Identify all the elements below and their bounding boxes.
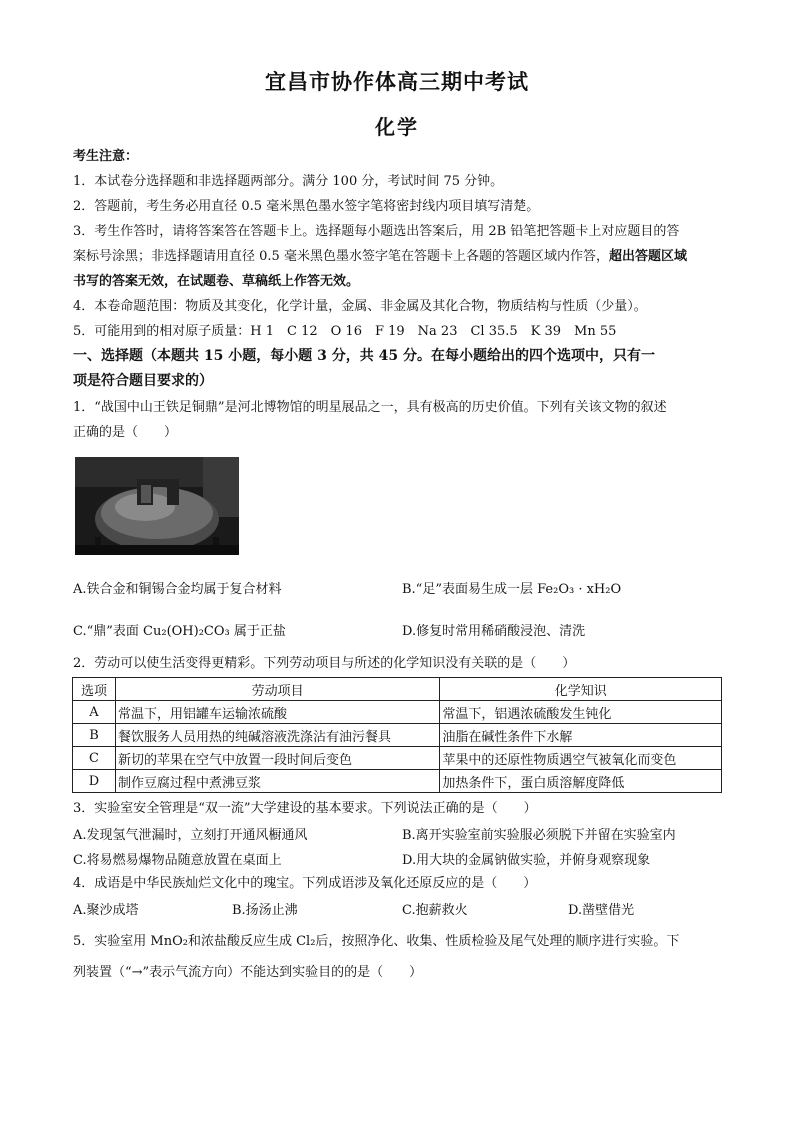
table-row [73, 747, 722, 770]
q1-stem-line2: 正确的是（ ） [73, 425, 178, 440]
q4-option-b: B.扬汤止沸 [232, 903, 298, 918]
exam-title: 宜昌市协作体高三期中考试 [265, 69, 529, 94]
table-cell-labor: 餐饮服务人员用热的纯碱溶液洗涤沾有油污餐具 [115, 724, 439, 747]
q3-option-d: D.用大块的金属钠做实验，并俯身观察现象 [402, 853, 651, 868]
table-cell-knowledge: 苹果中的还原性物质遇空气被氧化而变色 [440, 747, 722, 770]
q1-option-c-tail: 属于正盐 [229, 624, 286, 639]
q4-stem: 4．成语是中华民族灿烂文化中的瑰宝。下列成语涉及氧化还原反应的是（ ） [73, 876, 537, 891]
q1-option-d: D.修复时常用稀硝酸浸泡、清洗 [402, 624, 586, 639]
notice-item-1: 1．本试卷分选择题和非选择题两部分。满分 100 分，考试时间 75 分钟。 [73, 174, 504, 189]
table-cell-knowledge: 常温下，铝遇浓硫酸发生钝化 [440, 701, 722, 724]
notice-item-3-cont [73, 247, 725, 266]
table-cell-option: C [73, 747, 116, 770]
notice-item-3-end: 书写的答案无效，在试题卷、草稿纸上作答无效。 [73, 274, 360, 289]
table-cell-option: D [73, 770, 116, 793]
table-row [73, 770, 722, 793]
table-cell-knowledge: 加热条件下，蛋白质溶解度降低 [440, 770, 722, 793]
q1-option-b-text: B.“足”表面易生成一层 [402, 582, 538, 597]
q5-stem-line1: 5．实验室用 MnO₂和浓盐酸反应生成 Cl₂后，按照净化、收集、性质检验及尾气处理的顺序进行实验。下 [73, 934, 680, 949]
q3-option-c: C.将易燃易爆物品随意放置在桌面上 [73, 853, 282, 868]
q1-option-b-formula: Fe₂O₃ · xH₂O [537, 582, 622, 597]
q3-option-b: B.离开实验室前实验服必须脱下并留在实验室内 [402, 828, 676, 843]
q4-option-a: A.聚沙成塔 [73, 903, 139, 918]
notice-item-3-text: 案标号涂黑；非选择题请用直径 0.5 毫米黑色墨水签字笔在答题卡上各题的答题区域内作答， [73, 249, 609, 264]
q1-stem-line1: 1．“战国中山王铁足铜鼎”是河北博物馆的明星展品之一，具有极高的历史价值。下列有关该文物的叙述 [73, 400, 667, 415]
q4-option-d: D.凿壁借光 [568, 903, 635, 918]
q1-option-c-formula: Cu₂(OH)₂CO₃ [143, 624, 230, 639]
q1-option-b [402, 578, 621, 597]
q3-stem: 3．实验室安全管理是“双一流”大学建设的基本要求。下列说法正确的是（ ） [73, 801, 537, 816]
q1-option-a: A.铁合金和铜锡合金均属于复合材料 [73, 582, 282, 597]
table-row [73, 724, 722, 747]
table-cell-option: B [73, 724, 116, 747]
q2-table [72, 677, 722, 793]
bronze-tripod-photo [75, 457, 239, 555]
notice-item-4: 4．本卷命题范围：物质及其变化，化学计量，金属、非金属及其化合物，物质结构与性质（少量）。 [73, 299, 647, 314]
notice-item-2: 2．答题前，考生务必用直径 0.5 毫米黑色墨水签字笔将密封线内项目填写清楚。 [73, 199, 540, 214]
notice-item-3: 3．考生作答时，请将答案答在答题卡上。选择题每小题选出答案后，用 2B 铅笔把答题卡上对应题目的答 [73, 224, 680, 239]
table-header-knowledge: 化学知识 [440, 678, 722, 701]
q2-stem: 2．劳动可以使生活变得更精彩。下列劳动项目与所述的化学知识没有关联的是（ ） [73, 656, 576, 671]
q1-option-c [73, 620, 286, 639]
table-cell-labor: 制作豆腐过程中煮沸豆浆 [115, 770, 439, 793]
notice-heading: 考生注意： [73, 149, 139, 164]
notice-item-5: 5．可能用到的相对原子质量：H 1 C 12 O 16 F 19 Na 23 Cl 35.5 K 39 Mn 55 [73, 324, 617, 339]
notice-item-3-bold: 超出答题区域 [608, 249, 687, 264]
table-cell-knowledge: 油脂在碱性条件下水解 [440, 724, 722, 747]
table-header-option: 选项 [73, 678, 116, 701]
section-heading-line1: 一、选择题（本题共 15 小题，每小题 3 分，共 45 分。在每小题给出的四个选项中，只有一 [73, 348, 655, 364]
table-cell-labor: 常温下，用铝罐车运输浓硫酸 [115, 701, 439, 724]
subject-title: 化学 [375, 115, 419, 139]
table-row [73, 701, 722, 724]
q1-option-c-text: C.“鼎”表面 [73, 624, 144, 639]
table-header-labor: 劳动项目 [115, 678, 439, 701]
q5-stem-line2: 列装置（“→”表示气流方向）不能达到实验目的的是（ ） [73, 965, 423, 980]
table-header-row [73, 678, 722, 701]
table-cell-option: A [73, 701, 116, 724]
table-cell-labor: 新切的苹果在空气中放置一段时间后变色 [115, 747, 439, 770]
section-heading-line2: 项是符合题目要求的） [73, 373, 213, 389]
q3-option-a: A.发现氢气泄漏时，立刻打开通风橱通风 [73, 828, 308, 843]
q4-option-c: C.抱薪救火 [402, 903, 468, 918]
